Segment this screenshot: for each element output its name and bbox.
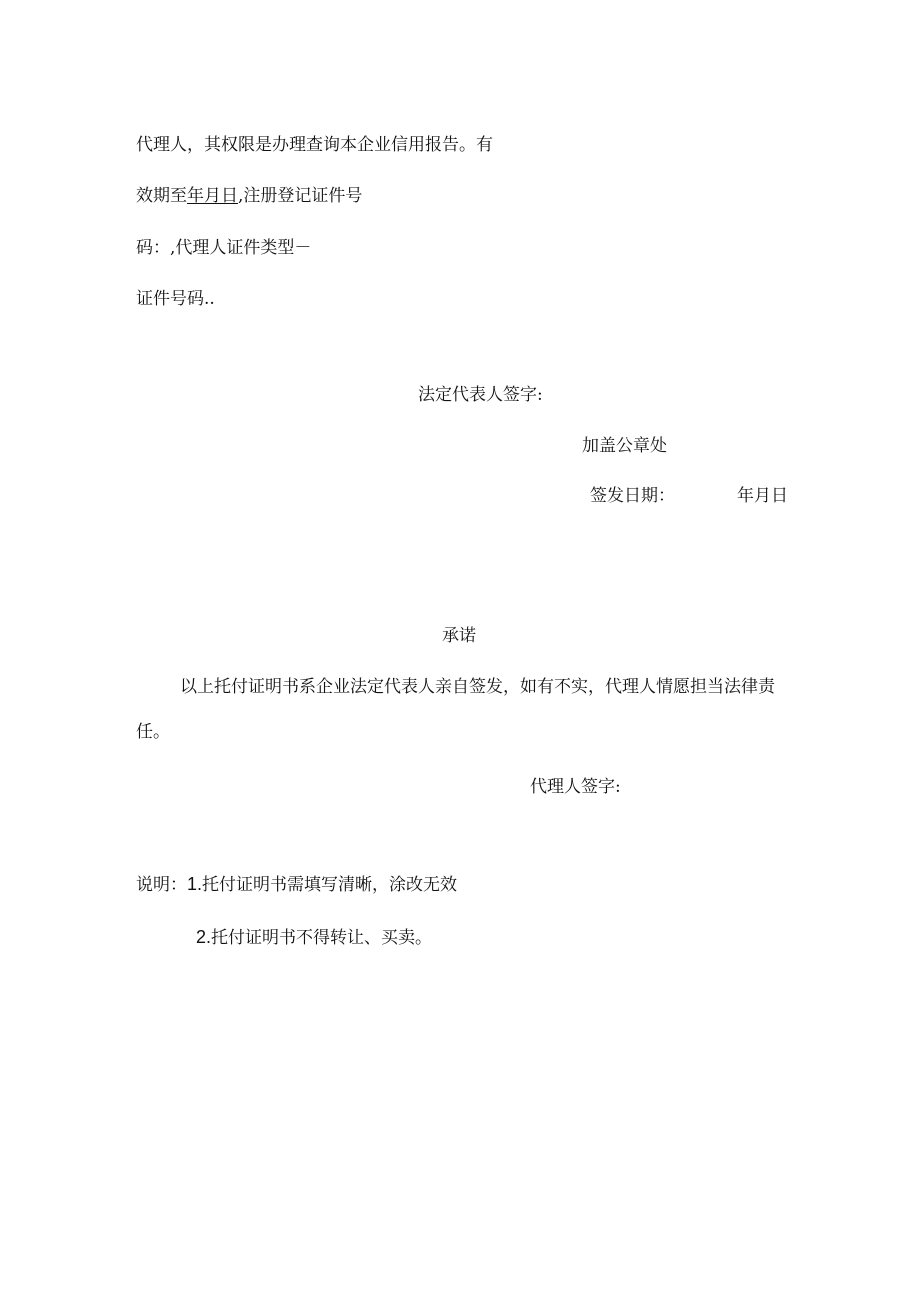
legal-representative-signature-label: 法定代表人签字: — [418, 385, 543, 405]
issue-date-label: 签发日期： — [590, 486, 675, 506]
body-line-1: 代理人，其权限是办理查询本企业信用报告。有 — [136, 135, 493, 155]
note-1-text: 托付证明书需填写清晰，涂改无效 — [202, 875, 458, 895]
note-2-text: 托付证明书不得转让、买卖。 — [211, 928, 433, 948]
notes-label: 说明： — [136, 875, 187, 895]
commitment-title: 承诺 — [442, 626, 476, 646]
note-item-1 — [136, 873, 457, 896]
issue-date-value: 年月日 — [737, 486, 788, 506]
company-seal-label: 加盖公章处 — [582, 436, 667, 456]
issue-date-row — [590, 485, 788, 507]
registration-number-label: ,注册登记证件号 — [238, 186, 363, 206]
validity-prefix: 效期至 — [136, 186, 187, 206]
body-line-3: 码：,代理人证件类型－ — [136, 238, 312, 258]
body-line-4: 证件号码.. — [136, 289, 215, 309]
agent-signature-label: 代理人签字: — [530, 777, 621, 797]
commitment-text-line-1: 以上托付证明书系企业法定代表人亲自签发，如有不实，代理人情愿担当法律责 — [180, 677, 775, 697]
note-1-number: 1. — [187, 874, 203, 894]
commitment-text-line-2: 任。 — [136, 722, 170, 742]
note-item-2 — [196, 926, 432, 949]
validity-date-field: 年月日 — [187, 186, 238, 206]
note-2-number: 2. — [196, 927, 212, 947]
body-line-2 — [136, 185, 362, 207]
